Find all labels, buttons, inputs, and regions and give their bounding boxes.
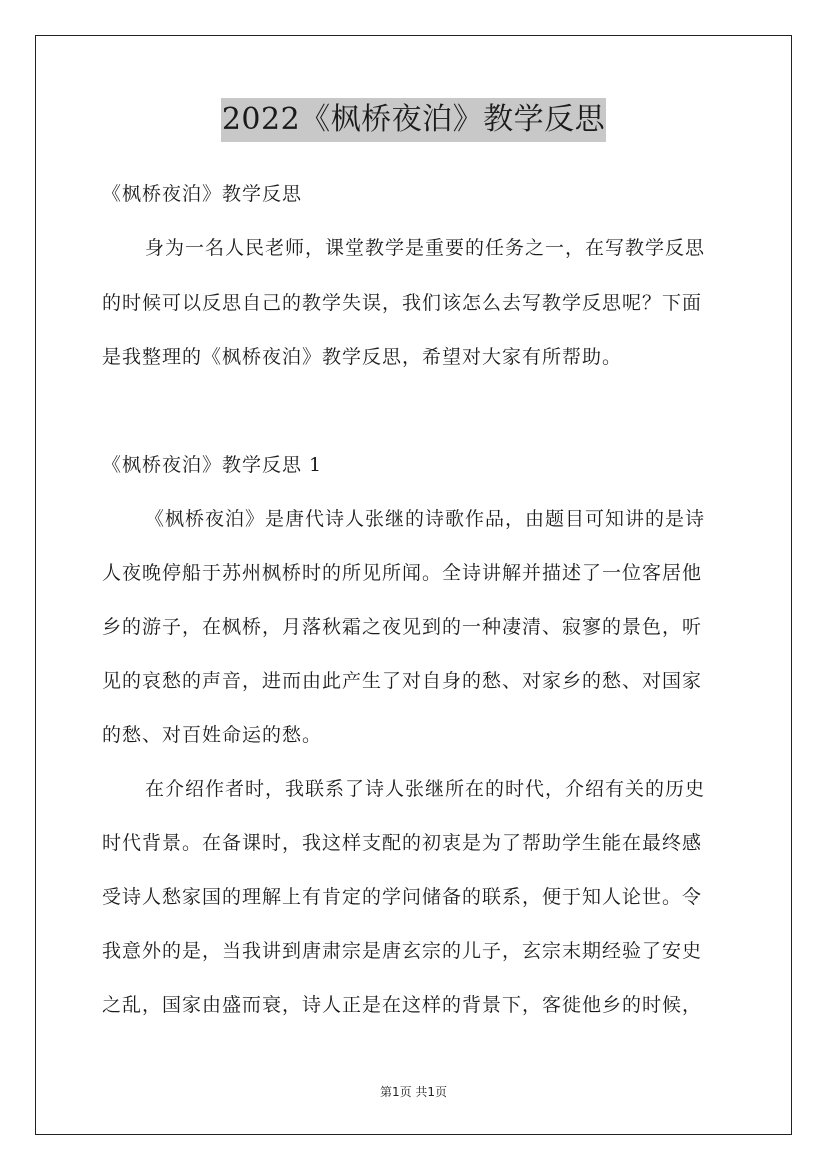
- intro-line-1: 身为一名人民老师，课堂教学是重要的任务之一，在写教学反思: [145, 237, 706, 259]
- intro-line-2: 的时候可以反思自己的教学失误，我们该怎么去写教学反思呢？下面: [102, 292, 703, 314]
- title-wrapper: [0, 98, 827, 142]
- paragraph2-line-5: 之乱，国家由盛而衰，诗人正是在这样的背景下，客徙他乡的时候，: [102, 994, 703, 1016]
- page-footer: 第1页 共1页: [379, 1085, 448, 1099]
- paragraph1-line-4: 见的哀愁的声音，进而由此产生了对自身的愁、对家乡的愁、对国家: [102, 670, 703, 692]
- paragraph2-line-1: 在介绍作者时，我联系了诗人张继所在的时代，介绍有关的历史: [145, 778, 706, 800]
- paragraph1-line-5: 的愁、对百姓命运的愁。: [102, 724, 323, 746]
- paragraph1-line-1: 《枫桥夜泊》是唐代诗人张继的诗歌作品，由题目可知讲的是诗: [145, 508, 706, 530]
- section-heading: 《枫桥夜泊》教学反思 1: [102, 454, 323, 476]
- document-subtitle: 《枫桥夜泊》教学反思: [102, 183, 303, 205]
- paragraph2-line-2: 时代背景。在备课时，我这样支配的初衷是为了帮助学生能在最终感: [102, 832, 703, 854]
- paragraph1-line-2: 人夜晚停船于苏州枫桥时的所见所闻。全诗讲解并描述了一位客居他: [102, 562, 703, 584]
- intro-line-3: 是我整理的《枫桥夜泊》教学反思，希望对大家有所帮助。: [102, 346, 623, 368]
- paragraph2-line-3: 受诗人愁家国的理解上有肯定的学问储备的联系，便于知人论世。令: [102, 886, 703, 908]
- document-title: 2022《枫桥夜泊》教学反思: [221, 98, 606, 142]
- paragraph2-line-4: 我意外的是，当我讲到唐肃宗是唐玄宗的儿子，玄宗末期经验了安史: [102, 940, 703, 962]
- paragraph1-line-3: 乡的游子，在枫桥，月落秋霜之夜见到的一种凄清、寂寥的景色，听: [102, 616, 703, 638]
